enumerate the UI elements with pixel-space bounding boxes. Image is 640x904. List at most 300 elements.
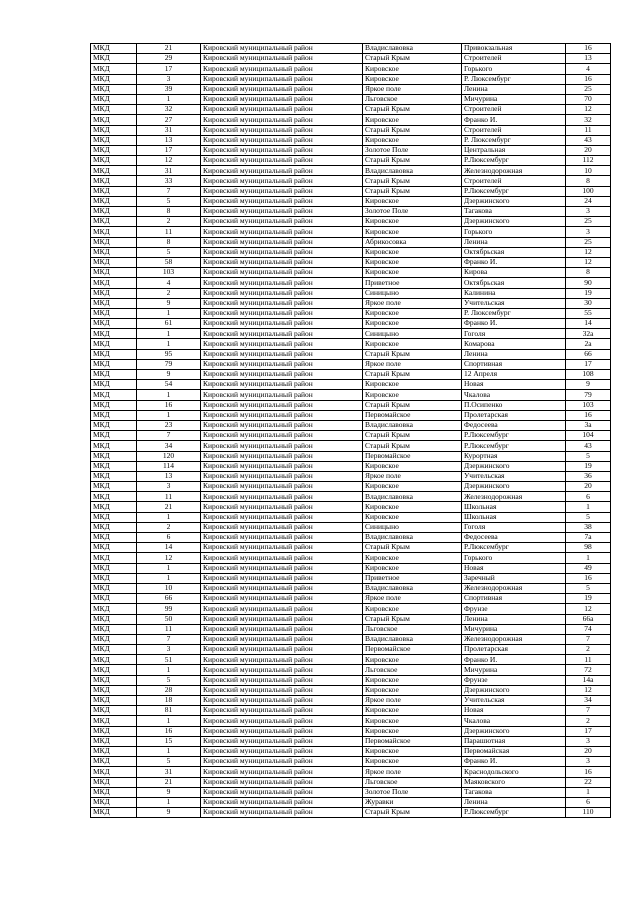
house-cell: 8 xyxy=(566,268,611,278)
street-cell: Заречный xyxy=(462,573,566,583)
street-cell: Учительская xyxy=(462,696,566,706)
type-cell: МКД xyxy=(91,319,137,329)
number-cell: 10 xyxy=(137,583,201,593)
street-cell: Ленина xyxy=(462,797,566,807)
house-cell: 43 xyxy=(566,441,611,451)
house-cell: 12 xyxy=(566,247,611,257)
table-row xyxy=(91,268,611,278)
table-row xyxy=(91,349,611,359)
locality-cell: Старый Крым xyxy=(363,105,462,115)
locality-cell: Первомайское xyxy=(363,736,462,746)
number-cell: 39 xyxy=(137,84,201,94)
locality-cell: Яркое поле xyxy=(363,359,462,369)
street-cell: Дзержинского xyxy=(462,217,566,227)
locality-cell: Кировское xyxy=(363,115,462,125)
type-cell: МКД xyxy=(91,227,137,237)
street-cell: Р. Люксембург xyxy=(462,135,566,145)
house-cell: 100 xyxy=(566,186,611,196)
table-row xyxy=(91,543,611,553)
type-cell: МКД xyxy=(91,757,137,767)
district-cell: Кировский муниципальный район xyxy=(201,746,363,756)
number-cell: 7 xyxy=(137,431,201,441)
locality-cell: Кировское xyxy=(363,461,462,471)
type-cell: МКД xyxy=(91,44,137,54)
locality-cell: Кировское xyxy=(363,268,462,278)
table-row xyxy=(91,308,611,318)
type-cell: МКД xyxy=(91,777,137,787)
house-cell: 74 xyxy=(566,624,611,634)
street-cell: Франко И. xyxy=(462,115,566,125)
type-cell: МКД xyxy=(91,94,137,104)
table-row xyxy=(91,135,611,145)
number-cell: 27 xyxy=(137,115,201,125)
street-cell: Учительская xyxy=(462,471,566,481)
table-row xyxy=(91,156,611,166)
table-row xyxy=(91,696,611,706)
type-cell: МКД xyxy=(91,736,137,746)
house-cell: 25 xyxy=(566,84,611,94)
type-cell: МКД xyxy=(91,400,137,410)
table-row xyxy=(91,736,611,746)
street-cell: Первомайская xyxy=(462,746,566,756)
street-cell: Ленина xyxy=(462,614,566,624)
type-cell: МКД xyxy=(91,176,137,186)
table-row xyxy=(91,471,611,481)
street-cell: Р. Люксембург xyxy=(462,308,566,318)
street-cell: Учительская xyxy=(462,298,566,308)
locality-cell: Старый Крым xyxy=(363,349,462,359)
table-row xyxy=(91,655,611,665)
number-cell: 15 xyxy=(137,736,201,746)
district-cell: Кировский муниципальный район xyxy=(201,380,363,390)
street-cell: Школьная xyxy=(462,512,566,522)
number-cell: 3 xyxy=(137,482,201,492)
type-cell: МКД xyxy=(91,135,137,145)
district-cell: Кировский муниципальный район xyxy=(201,278,363,288)
house-cell: 11 xyxy=(566,655,611,665)
house-cell: 7а xyxy=(566,533,611,543)
locality-cell: Кировское xyxy=(363,553,462,563)
street-cell: Новая xyxy=(462,706,566,716)
district-cell: Кировский муниципальный район xyxy=(201,227,363,237)
street-cell: П.Осипенко xyxy=(462,400,566,410)
type-cell: МКД xyxy=(91,716,137,726)
street-cell: Привокзальная xyxy=(462,44,566,54)
type-cell: МКД xyxy=(91,573,137,583)
type-cell: МКД xyxy=(91,196,137,206)
district-cell: Кировский муниципальный район xyxy=(201,696,363,706)
table-row xyxy=(91,329,611,339)
house-cell: 16 xyxy=(566,44,611,54)
table-row xyxy=(91,84,611,94)
locality-cell: Кировское xyxy=(363,390,462,400)
street-cell: Франко И. xyxy=(462,319,566,329)
housing-table xyxy=(90,43,611,818)
district-cell: Кировский муниципальный район xyxy=(201,461,363,471)
district-cell: Кировский муниципальный район xyxy=(201,44,363,54)
district-cell: Кировский муниципальный район xyxy=(201,268,363,278)
number-cell: 11 xyxy=(137,492,201,502)
locality-cell: Первомайское xyxy=(363,451,462,461)
table-row xyxy=(91,380,611,390)
table-row xyxy=(91,675,611,685)
locality-cell: Льговское xyxy=(363,94,462,104)
locality-cell: Льговское xyxy=(363,777,462,787)
house-cell: 98 xyxy=(566,543,611,553)
locality-cell: Владиславовка xyxy=(363,420,462,430)
type-cell: МКД xyxy=(91,614,137,624)
house-cell: 3 xyxy=(566,227,611,237)
number-cell: 2 xyxy=(137,288,201,298)
locality-cell: Старый Крым xyxy=(363,186,462,196)
street-cell: Парашютная xyxy=(462,736,566,746)
street-cell: Р.Люксембург xyxy=(462,808,566,818)
type-cell: МКД xyxy=(91,634,137,644)
house-cell: 34 xyxy=(566,696,611,706)
street-cell: Франко И. xyxy=(462,655,566,665)
district-cell: Кировский муниципальный район xyxy=(201,125,363,135)
type-cell: МКД xyxy=(91,186,137,196)
type-cell: МКД xyxy=(91,359,137,369)
district-cell: Кировский муниципальный район xyxy=(201,522,363,532)
district-cell: Кировский муниципальный район xyxy=(201,207,363,217)
district-cell: Кировский муниципальный район xyxy=(201,645,363,655)
street-cell: Мичурина xyxy=(462,665,566,675)
street-cell: Мичурина xyxy=(462,624,566,634)
district-cell: Кировский муниципальный район xyxy=(201,84,363,94)
number-cell: 1 xyxy=(137,339,201,349)
table-row xyxy=(91,64,611,74)
number-cell: 9 xyxy=(137,370,201,380)
number-cell: 9 xyxy=(137,808,201,818)
table-row xyxy=(91,573,611,583)
street-cell: Железнодорожная xyxy=(462,166,566,176)
type-cell: МКД xyxy=(91,594,137,604)
district-cell: Кировский муниципальный район xyxy=(201,808,363,818)
number-cell: 3 xyxy=(137,645,201,655)
street-cell: Строителей xyxy=(462,176,566,186)
house-cell: 13 xyxy=(566,54,611,64)
district-cell: Кировский муниципальный район xyxy=(201,563,363,573)
table-row xyxy=(91,176,611,186)
street-cell: Тагакова xyxy=(462,787,566,797)
number-cell: 51 xyxy=(137,655,201,665)
house-cell: 66а xyxy=(566,614,611,624)
type-cell: МКД xyxy=(91,522,137,532)
table-row xyxy=(91,288,611,298)
number-cell: 21 xyxy=(137,777,201,787)
table-row xyxy=(91,420,611,430)
street-cell: Р.Люксембург xyxy=(462,431,566,441)
table-row xyxy=(91,319,611,329)
district-cell: Кировский муниципальный район xyxy=(201,451,363,461)
district-cell: Кировский муниципальный район xyxy=(201,757,363,767)
locality-cell: Яркое поле xyxy=(363,471,462,481)
type-cell: МКД xyxy=(91,237,137,247)
district-cell: Кировский муниципальный район xyxy=(201,329,363,339)
number-cell: 12 xyxy=(137,156,201,166)
type-cell: МКД xyxy=(91,288,137,298)
type-cell: МКД xyxy=(91,808,137,818)
house-cell: 2 xyxy=(566,716,611,726)
house-cell: 1 xyxy=(566,502,611,512)
type-cell: МКД xyxy=(91,257,137,267)
locality-cell: Старый Крым xyxy=(363,808,462,818)
table-row xyxy=(91,594,611,604)
house-cell: 3 xyxy=(566,207,611,217)
table-row xyxy=(91,502,611,512)
table-row xyxy=(91,604,611,614)
number-cell: 1 xyxy=(137,665,201,675)
house-cell: 14а xyxy=(566,675,611,685)
type-cell: МКД xyxy=(91,685,137,695)
locality-cell: Льговское xyxy=(363,624,462,634)
locality-cell: Кировское xyxy=(363,196,462,206)
street-cell: Маяковского xyxy=(462,777,566,787)
type-cell: МКД xyxy=(91,308,137,318)
house-cell: 3 xyxy=(566,757,611,767)
table-row xyxy=(91,624,611,634)
district-cell: Кировский муниципальный район xyxy=(201,502,363,512)
house-cell: 17 xyxy=(566,726,611,736)
street-cell: Фрунзе xyxy=(462,604,566,614)
district-cell: Кировский муниципальный район xyxy=(201,115,363,125)
street-cell: Фрунзе xyxy=(462,675,566,685)
type-cell: МКД xyxy=(91,298,137,308)
house-cell: 1 xyxy=(566,787,611,797)
district-cell: Кировский муниципальный район xyxy=(201,675,363,685)
type-cell: МКД xyxy=(91,217,137,227)
street-cell: Дзержинского xyxy=(462,196,566,206)
table-row xyxy=(91,461,611,471)
number-cell: 2 xyxy=(137,217,201,227)
street-cell: Тагакова xyxy=(462,207,566,217)
number-cell: 18 xyxy=(137,696,201,706)
district-cell: Кировский муниципальный район xyxy=(201,655,363,665)
district-cell: Кировский муниципальный район xyxy=(201,349,363,359)
number-cell: 1 xyxy=(137,512,201,522)
street-cell: Мичурина xyxy=(462,94,566,104)
street-cell: Железнодорожная xyxy=(462,492,566,502)
type-cell: МКД xyxy=(91,64,137,74)
type-cell: МКД xyxy=(91,105,137,115)
street-cell: Новая xyxy=(462,380,566,390)
street-cell: Р.Люксембург xyxy=(462,186,566,196)
type-cell: МКД xyxy=(91,278,137,288)
number-cell: 1 xyxy=(137,94,201,104)
type-cell: МКД xyxy=(91,563,137,573)
type-cell: МКД xyxy=(91,512,137,522)
district-cell: Кировский муниципальный район xyxy=(201,441,363,451)
number-cell: 23 xyxy=(137,420,201,430)
district-cell: Кировский муниципальный район xyxy=(201,767,363,777)
district-cell: Кировский муниципальный район xyxy=(201,298,363,308)
type-cell: МКД xyxy=(91,645,137,655)
table-row xyxy=(91,441,611,451)
type-cell: МКД xyxy=(91,471,137,481)
house-cell: 20 xyxy=(566,746,611,756)
number-cell: 50 xyxy=(137,614,201,624)
type-cell: МКД xyxy=(91,726,137,736)
number-cell: 29 xyxy=(137,54,201,64)
table-row xyxy=(91,553,611,563)
table-row xyxy=(91,716,611,726)
number-cell: 9 xyxy=(137,298,201,308)
type-cell: МКД xyxy=(91,74,137,84)
number-cell: 114 xyxy=(137,461,201,471)
district-cell: Кировский муниципальный район xyxy=(201,685,363,695)
locality-cell: Кировское xyxy=(363,247,462,257)
table-row xyxy=(91,227,611,237)
street-cell: Строителей xyxy=(462,125,566,135)
house-cell: 43 xyxy=(566,135,611,145)
table-row xyxy=(91,339,611,349)
district-cell: Кировский муниципальный район xyxy=(201,94,363,104)
type-cell: МКД xyxy=(91,166,137,176)
house-cell: 70 xyxy=(566,94,611,104)
house-cell: 110 xyxy=(566,808,611,818)
number-cell: 12 xyxy=(137,553,201,563)
locality-cell: Кировское xyxy=(363,339,462,349)
number-cell: 7 xyxy=(137,186,201,196)
number-cell: 5 xyxy=(137,196,201,206)
number-cell: 17 xyxy=(137,64,201,74)
house-cell: 38 xyxy=(566,522,611,532)
number-cell: 1 xyxy=(137,573,201,583)
locality-cell: Льговское xyxy=(363,665,462,675)
table-row xyxy=(91,390,611,400)
street-cell: 12 Апреля xyxy=(462,370,566,380)
locality-cell: Кировское xyxy=(363,502,462,512)
table-row xyxy=(91,94,611,104)
locality-cell: Кировское xyxy=(363,706,462,716)
type-cell: МКД xyxy=(91,268,137,278)
street-cell: Франко И. xyxy=(462,757,566,767)
type-cell: МКД xyxy=(91,696,137,706)
district-cell: Кировский муниципальный район xyxy=(201,370,363,380)
house-cell: 72 xyxy=(566,665,611,675)
district-cell: Кировский муниципальный район xyxy=(201,359,363,369)
number-cell: 31 xyxy=(137,767,201,777)
number-cell: 13 xyxy=(137,471,201,481)
district-cell: Кировский муниципальный район xyxy=(201,492,363,502)
district-cell: Кировский муниципальный район xyxy=(201,482,363,492)
locality-cell: Старый Крым xyxy=(363,614,462,624)
district-cell: Кировский муниципальный район xyxy=(201,533,363,543)
table-row xyxy=(91,634,611,644)
district-cell: Кировский муниципальный район xyxy=(201,471,363,481)
street-cell: Спортивная xyxy=(462,594,566,604)
table-row xyxy=(91,583,611,593)
number-cell: 13 xyxy=(137,135,201,145)
table-row xyxy=(91,145,611,155)
number-cell: 16 xyxy=(137,400,201,410)
house-cell: 11 xyxy=(566,125,611,135)
district-cell: Кировский муниципальный район xyxy=(201,726,363,736)
house-cell: 2 xyxy=(566,645,611,655)
district-cell: Кировский муниципальный район xyxy=(201,604,363,614)
district-cell: Кировский муниципальный район xyxy=(201,797,363,807)
house-cell: 55 xyxy=(566,308,611,318)
district-cell: Кировский муниципальный район xyxy=(201,217,363,227)
table-row xyxy=(91,706,611,716)
type-cell: МКД xyxy=(91,349,137,359)
table-row xyxy=(91,533,611,543)
house-cell: 66 xyxy=(566,349,611,359)
house-cell: 19 xyxy=(566,594,611,604)
house-cell: 30 xyxy=(566,298,611,308)
district-cell: Кировский муниципальный район xyxy=(201,573,363,583)
number-cell: 17 xyxy=(137,145,201,155)
number-cell: 1 xyxy=(137,329,201,339)
house-cell: 16 xyxy=(566,767,611,777)
house-cell: 5 xyxy=(566,451,611,461)
street-cell: Горького xyxy=(462,553,566,563)
street-cell: Школьная xyxy=(462,502,566,512)
street-cell: Федосеева xyxy=(462,420,566,430)
house-cell: 6 xyxy=(566,797,611,807)
locality-cell: Старый Крым xyxy=(363,441,462,451)
number-cell: 32 xyxy=(137,105,201,115)
number-cell: 8 xyxy=(137,207,201,217)
table-row xyxy=(91,645,611,655)
table-row xyxy=(91,186,611,196)
house-cell: 14 xyxy=(566,319,611,329)
table-row xyxy=(91,777,611,787)
street-cell: Франко И. xyxy=(462,257,566,267)
type-cell: МКД xyxy=(91,787,137,797)
street-cell: Железнодорожная xyxy=(462,634,566,644)
street-cell: Р.Люксембург xyxy=(462,156,566,166)
locality-cell: Яркое поле xyxy=(363,594,462,604)
type-cell: МКД xyxy=(91,451,137,461)
locality-cell: Кировское xyxy=(363,512,462,522)
house-cell: 22 xyxy=(566,777,611,787)
table-row xyxy=(91,614,611,624)
locality-cell: Старый Крым xyxy=(363,176,462,186)
type-cell: МКД xyxy=(91,339,137,349)
locality-cell: Первомайское xyxy=(363,645,462,655)
table-row xyxy=(91,105,611,115)
locality-cell: Первомайское xyxy=(363,410,462,420)
locality-cell: Яркое поле xyxy=(363,298,462,308)
locality-cell: Старый Крым xyxy=(363,54,462,64)
district-cell: Кировский муниципальный район xyxy=(201,736,363,746)
house-cell: 3а xyxy=(566,420,611,430)
type-cell: МКД xyxy=(91,370,137,380)
table-row xyxy=(91,125,611,135)
number-cell: 1 xyxy=(137,563,201,573)
locality-cell: Владиславовка xyxy=(363,166,462,176)
district-cell: Кировский муниципальный район xyxy=(201,624,363,634)
number-cell: 79 xyxy=(137,359,201,369)
house-cell: 2а xyxy=(566,339,611,349)
street-cell: Чкалова xyxy=(462,390,566,400)
number-cell: 81 xyxy=(137,706,201,716)
type-cell: МКД xyxy=(91,461,137,471)
locality-cell: Старый Крым xyxy=(363,431,462,441)
street-cell: Гоголя xyxy=(462,329,566,339)
house-cell: 25 xyxy=(566,237,611,247)
locality-cell: Владиславовка xyxy=(363,44,462,54)
district-cell: Кировский муниципальный район xyxy=(201,553,363,563)
house-cell: 20 xyxy=(566,482,611,492)
district-cell: Кировский муниципальный район xyxy=(201,54,363,64)
number-cell: 28 xyxy=(137,685,201,695)
house-cell: 3 xyxy=(566,736,611,746)
locality-cell: Синицыно xyxy=(363,329,462,339)
district-cell: Кировский муниципальный район xyxy=(201,614,363,624)
